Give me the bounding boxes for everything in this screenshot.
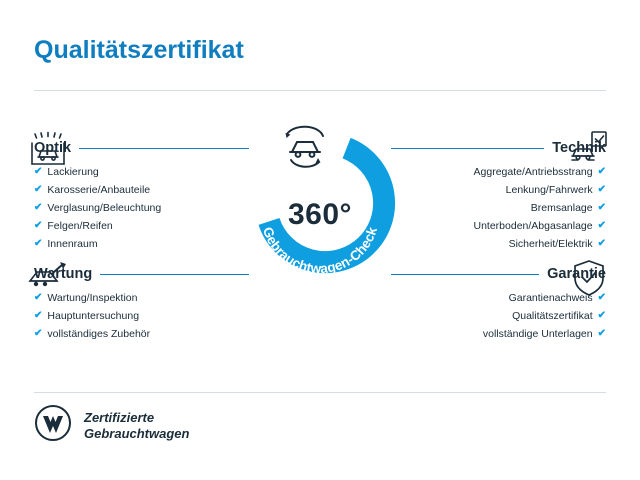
section-wartung-items <box>34 289 249 343</box>
section-optik-items <box>34 163 249 253</box>
check-icon: ✔ <box>597 310 606 321</box>
check-icon: ✔ <box>597 184 606 195</box>
section-garantie <box>391 266 606 343</box>
page-title: Qualitätszertifikat <box>34 36 244 64</box>
footer-text <box>84 410 189 442</box>
section-wartung-rule <box>100 274 249 275</box>
check-icon: ✔ <box>597 220 606 231</box>
footer-line1: Zertifizierte <box>84 409 155 425</box>
footer <box>34 404 189 447</box>
list-item: ✔ Hauptuntersuchung <box>34 310 140 322</box>
check-icon: ✔ <box>597 166 606 177</box>
check-icon: ✔ <box>597 328 606 339</box>
list-item: Sicherheit/Elektrik ✔ <box>508 238 606 250</box>
section-wartung <box>34 266 249 343</box>
list-item: vollständige Unterlagen ✔ <box>482 328 606 340</box>
section-optik-title: Optik <box>34 140 72 156</box>
ring-label: Gebrauchtwagen-Check <box>259 225 381 277</box>
section-garantie-items <box>391 289 606 343</box>
list-item: Lenkung/Fahrwerk ✔ <box>505 184 606 196</box>
section-technik <box>391 140 606 253</box>
check-icon: ✔ <box>34 328 43 339</box>
section-garantie-rule <box>391 274 539 275</box>
list-item: Aggregate/Antriebsstrang ✔ <box>473 166 606 178</box>
section-technik-rule <box>391 148 544 149</box>
section-technik-header <box>391 140 606 156</box>
list-item: Garantienachweis ✔ <box>508 292 606 304</box>
list-item: Qualitätszertifikat ✔ <box>512 310 606 322</box>
section-wartung-title: Wartung <box>34 266 93 282</box>
list-item: ✔ Innenraum <box>34 238 98 250</box>
list-item: ✔ Verglasung/Beleuchtung <box>34 202 162 214</box>
check-icon: ✔ <box>34 310 43 321</box>
section-technik-title: Technik <box>552 140 606 156</box>
section-optik <box>34 140 249 253</box>
check-icon: ✔ <box>597 202 606 213</box>
section-optik-header <box>34 140 249 156</box>
section-optik-rule <box>79 148 249 149</box>
check-icon: ✔ <box>34 184 43 195</box>
footer-line2: Gebrauchtwagen <box>84 425 190 441</box>
check-icon: ✔ <box>597 238 606 249</box>
list-item: ✔ Felgen/Reifen <box>34 220 113 232</box>
section-technik-items <box>391 163 606 253</box>
check-icon: ✔ <box>34 238 43 249</box>
title-divider <box>34 90 606 91</box>
section-wartung-header <box>34 266 249 282</box>
check-icon: ✔ <box>34 166 43 177</box>
footer-divider <box>34 392 606 393</box>
center-badge <box>239 110 401 302</box>
check-icon: ✔ <box>34 202 43 213</box>
section-garantie-title: Garantie <box>547 266 606 282</box>
check-icon: ✔ <box>34 220 43 231</box>
check-icon: ✔ <box>34 292 43 303</box>
vw-logo <box>34 404 72 447</box>
list-item: ✔ vollständiges Zubehör <box>34 328 151 340</box>
degrees-label: 360° <box>287 198 353 231</box>
list-item: Unterboden/Abgasanlage ✔ <box>473 220 606 232</box>
check-icon: ✔ <box>597 292 606 303</box>
list-item: Bremsanlage ✔ <box>530 202 606 214</box>
section-garantie-header <box>391 266 606 282</box>
list-item: ✔ Wartung/Inspektion <box>34 292 138 304</box>
list-item: ✔ Lackierung <box>34 166 99 178</box>
list-item: ✔ Karosserie/Anbauteile <box>34 184 151 196</box>
